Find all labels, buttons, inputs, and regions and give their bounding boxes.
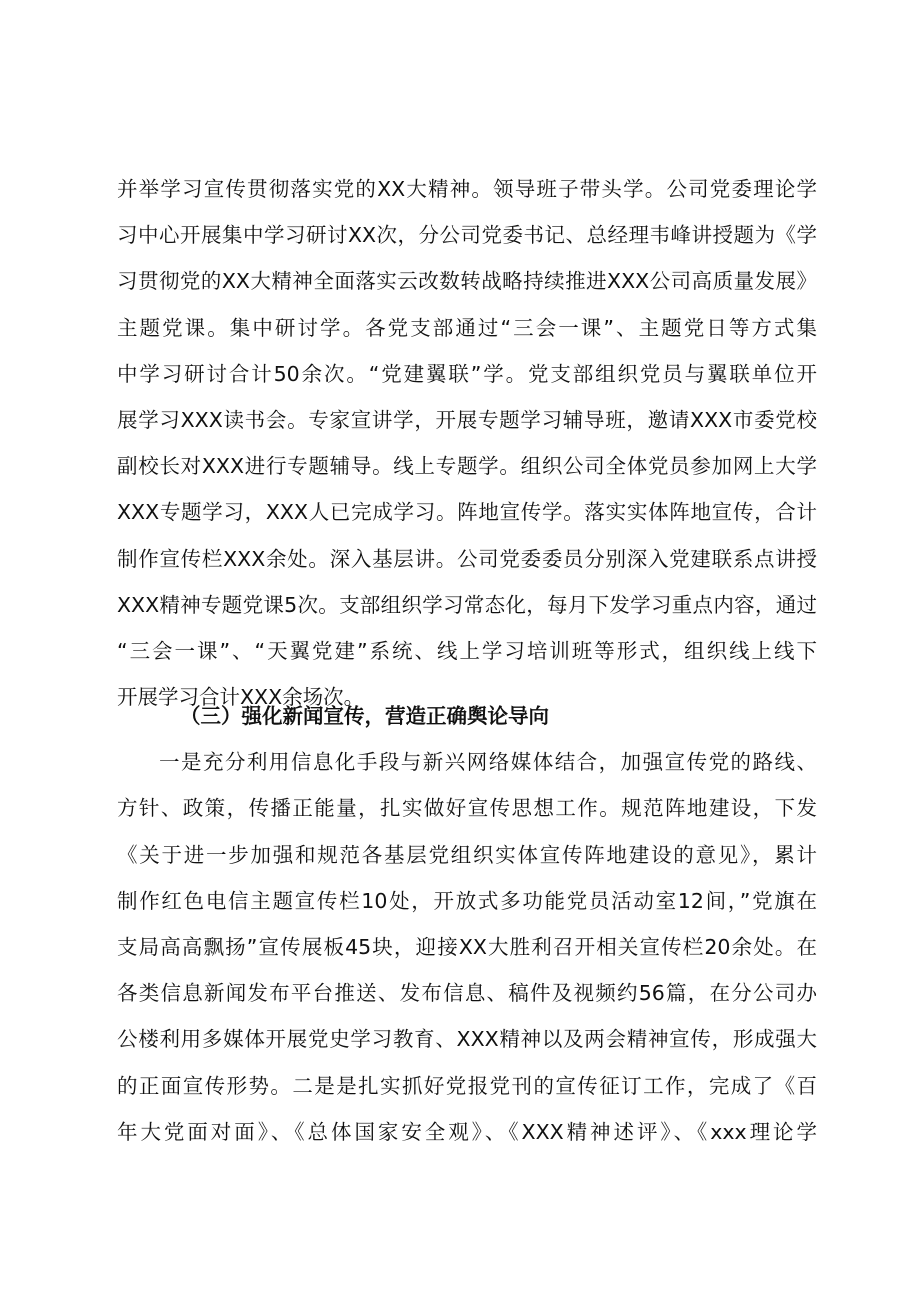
paragraph-line: 主题党课。集中研讨学。各党支部通过“三会一课”、主题党日等方式集 [117,315,817,340]
paragraph-line: 公楼利用多媒体开展党史学习教育、XXX精神以及两会精神宣传，形成强大 [117,1027,817,1052]
paragraph-line: 年大党面对面》、《总体国家安全观》、《XXX精神述评》、《xxx理论学 [117,1119,817,1144]
paragraph-line: 制作红色电信主题宣传栏10处，开放式多功能党员活动室12间，”党旗在 [117,888,817,913]
paragraph-line: 方针、政策，传播正能量，扎实做好宣传思想工作。规范阵地建设，下发 [117,796,817,821]
paragraph-line: 一是充分利用信息化手段与新兴网络媒体结合，加强宣传党的路线、 [159,750,817,775]
paragraph-line: 的正面宣传形势。二是是扎实抓好党报党刊的宣传征订工作，完成了《百 [117,1073,817,1098]
continuation-paragraph [117,166,817,720]
paragraph-line: 副校长对XXX进行专题辅导。线上专题学。组织公司全体党员参加网上大学 [117,454,817,479]
paragraph-line: 并举学习宣传贯彻落实党的XX大精神。领导班子带头学。公司党委理论学 [117,177,817,201]
paragraph-line: XXX专题学习，XXX人已完成学习。阵地宣传学。落实实体阵地宣传，合计 [117,500,817,525]
paragraph-line: XXX精神专题党课5次。支部组织学习常态化，每月下发学习重点内容，通过 [117,592,817,617]
paragraph-line: 各类信息新闻发布平台推送、发布信息、稿件及视频约56篇，在分公司办 [117,981,817,1006]
paragraph-line: 展学习XXX读书会。专家宣讲学，开展专题学习辅导班，邀请XXX市委党校 [117,407,817,432]
section-heading: （三）强化新闻宣传，营造正确舆论导向 [180,704,549,728]
paragraph-line: 《关于进一步加强和规范各基层党组织实体宣传阵地建设的意见》，累计 [117,842,817,867]
news-publicity-section [117,693,817,1155]
paragraph-line: 中学习研讨合计50余次。“党建翼联”学。党支部组织党员与翼联单位开 [117,361,817,386]
paragraph-line: 习中心开展集中学习研讨XX次，分公司党委书记、总经理韦峰讲授题为《学 [117,223,817,248]
paragraph-line: 习贯彻党的XX大精神全面落实云改数转战略持续推进XXX公司高质量发展》 [117,269,817,294]
paragraph-line: 开展学习合计XXX余场次。 [117,685,365,710]
paragraph-line: “三会一课”、“天翼党建”系统、线上学习培训班等形式，组织线上线下 [117,638,817,663]
paragraph-line: 支局高高飘扬”宣传展板45块，迎接XX大胜利召开相关宣传栏20余处。在 [117,934,817,959]
paragraph-line: 制作宣传栏XXX余处。深入基层讲。公司党委委员分别深入党建联系点讲授 [117,546,817,571]
